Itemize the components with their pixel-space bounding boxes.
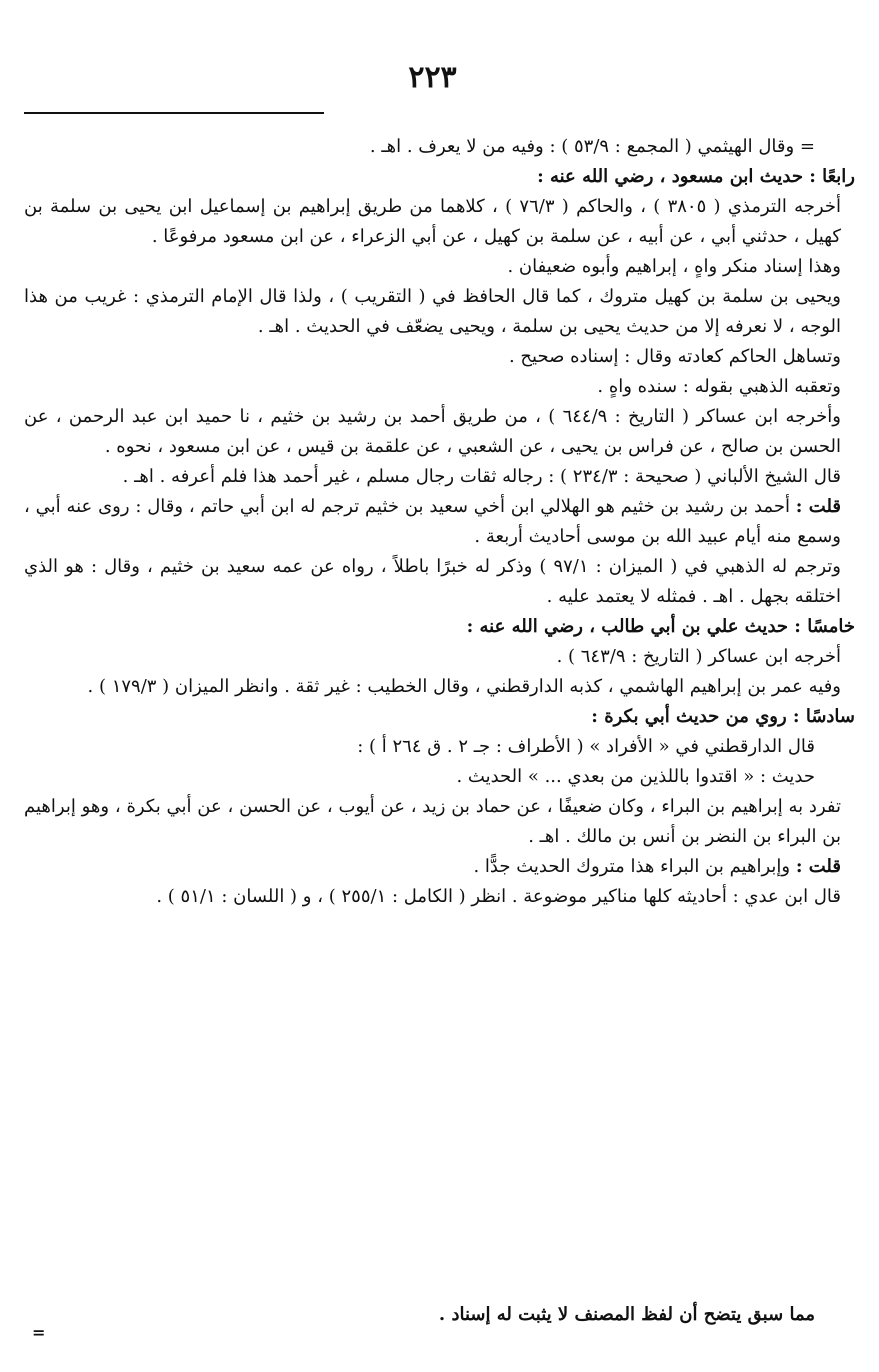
header-rule: [24, 112, 324, 114]
paragraph: وهذا إسناد منكر واهٍ ، إبراهيم وأبوه ضعيفان .: [507, 256, 841, 277]
paragraph: تفرد به إبراهيم بن البراء ، وكان ضعيفًا ، عن حماد بن زيد ، عن أيوب ، عن الحسن ، عن أبي بكرة ، وهو إبراهيم بن البراء بن النضر بن أنس بن مالك . اهـ .: [24, 796, 841, 847]
paragraph-text: أحمد بن رشيد بن خثيم هو الهلالي ابن أخي سعيد بن خثيم ترجم له ابن أبي حاتم ، وقال : روى عنه أبي ، وسمع منه أيام عبيد الله بن موسى أحاديث أربعة .: [24, 496, 841, 547]
paragraph: قال الشيخ الألباني ( صحيحة : ٢٣٤/٣ ) : رجاله ثقات رجال مسلم ، غير أحمد هذا فلم أعرفه . اهـ .: [122, 466, 841, 487]
footnote-line: مما سبق يتضح أن لفظ المصنف لا يثبت له إسناد .: [438, 1304, 815, 1325]
body-text: [24, 132, 855, 912]
page-number: ٢٢٣: [408, 60, 457, 95]
section-heading: سادسًا : روي من حديث أبي بكرة :: [591, 706, 855, 727]
lead-word: قلت :: [795, 856, 841, 877]
paragraph: أخرجه الترمذي ( ٣٨٠٥ ) ، والحاكم ( ٧٦/٣ ) ، كلاهما من طريق إبراهيم بن إسماعيل ابن يحيى بن سلمة بن كهيل ، حدثني أبي ، عن أبيه ، عن سلمة بن كهيل ، عن أبي الزعراء ، عن ابن مسعود مرفوعًا .: [24, 196, 841, 247]
paragraph: ويحيى بن سلمة بن كهيل متروك ، كما قال الحافظ في ( التقريب ) ، ولذا قال الإمام الترمذي : غريب من هذا الوجه ، لا نعرفه إلا من حديث يحيى بن سلمة ، ويحيى يضعّف في الحديث . اهـ .: [24, 286, 841, 337]
paragraph: أخرجه ابن عساكر ( التاريخ : ٦٤٣/٩ ) .: [556, 646, 841, 667]
lead-word: قلت :: [795, 496, 842, 517]
paragraph: وفيه عمر بن إبراهيم الهاشمي ، كذبه الدارقطني ، وقال الخطيب : غير ثقة . وانظر الميزان ( ١٧٩/٣ ) .: [87, 676, 841, 697]
paragraph-text: وإبراهيم بن البراء هذا متروك الحديث جدًّا .: [473, 856, 796, 877]
paragraph: وترجم له الذهبي في ( الميزان : ٩٧/١ ) وذكر له خبرًا باطلاً ، رواه عن عمه سعيد بن خثيم ، وقال : هو الذي اختلقه بجهل . اهـ . فمثله لا يعتمد عليه .: [24, 556, 841, 607]
section-heading: خامسًا : حديث علي بن أبي طالب ، رضي الله عنه :: [466, 616, 855, 637]
paragraph: وتساهل الحاكم كعادته وقال : إسناده صحيح .: [508, 346, 841, 367]
paragraph: = وقال الهيثمي ( المجمع : ٥٣/٩ ) : وفيه من لا يعرف . اهـ .: [369, 136, 815, 157]
section-heading: رابعًا : حديث ابن مسعود ، رضي الله عنه :: [537, 166, 855, 187]
continuation-mark: =: [32, 1323, 46, 1342]
page: [24, 60, 855, 1342]
paragraph: وأخرجه ابن عساكر ( التاريخ : ٦٤٤/٩ ) ، من طريق أحمد بن رشيد بن خثيم ، نا حميد ابن عبد الرحمن ، عن الحسن بن صالح ، عن فراس بن يحيى ، عن الشعبي ، عن علقمة بن قيس ، عن ابن مسعود ، نحوه .: [24, 406, 841, 457]
paragraph: قال الدارقطني في « الأفراد » ( الأطراف : جـ ٢ . ق ٢٦٤ أ ) :: [357, 736, 815, 757]
footnote-area: [24, 1292, 841, 1342]
paragraph: وتعقبه الذهبي بقوله : سنده واهٍ .: [597, 376, 841, 397]
paragraph: حديث : « اقتدوا باللذين من بعدي ... » الحديث .: [456, 766, 815, 787]
paragraph: [24, 852, 841, 882]
paragraph: [24, 492, 841, 552]
paragraph: قال ابن عدي : أحاديثه كلها مناكير موضوعة . انظر ( الكامل : ٢٥٥/١ ) ، و ( اللسان : ٥١/١ ) .: [156, 886, 841, 907]
